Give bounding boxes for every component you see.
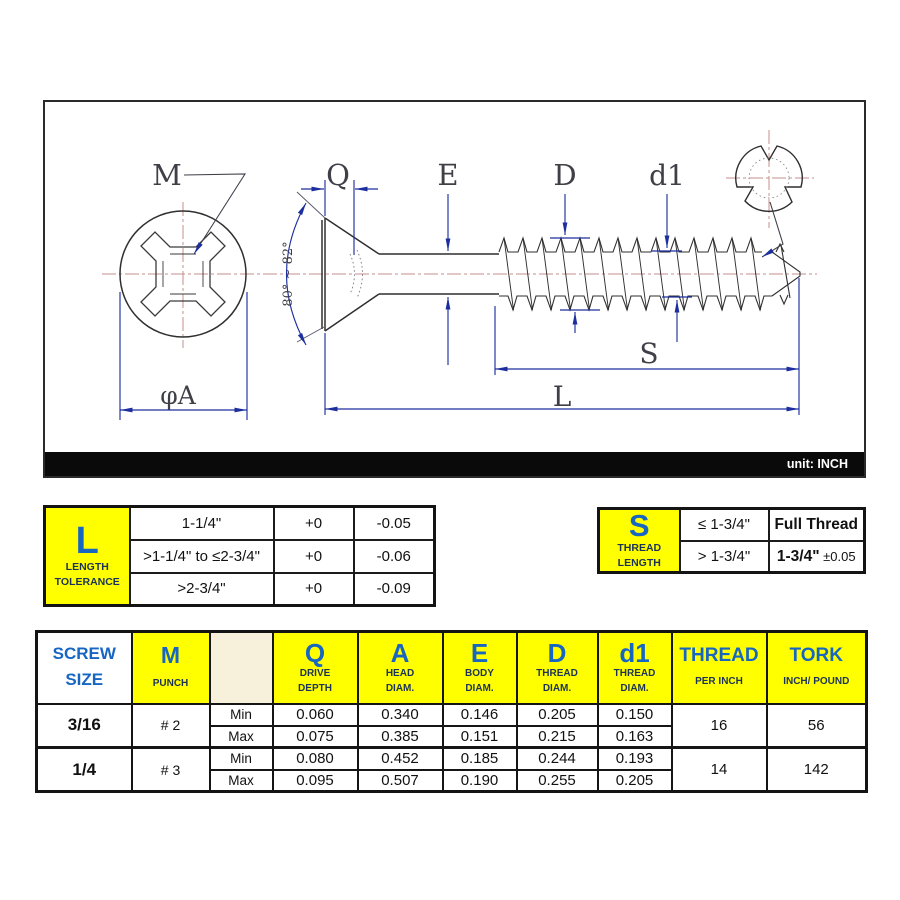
size-316: 3/16 bbox=[37, 704, 132, 748]
header-screw-size: SCREW SIZE bbox=[37, 632, 132, 704]
l-range-3: >2-3/4" bbox=[130, 573, 274, 606]
val-14-max-d: 0.255 bbox=[517, 770, 598, 792]
dim-d1 bbox=[652, 194, 692, 342]
tpi-316: 16 bbox=[672, 704, 767, 748]
min-label: Min bbox=[210, 748, 273, 770]
val-316-max-a: 0.385 bbox=[358, 726, 443, 748]
spec-table bbox=[35, 630, 868, 793]
val-316-min-e: 0.146 bbox=[443, 704, 517, 726]
header-e-body-diam: E BODY DIAM. bbox=[443, 632, 517, 704]
val-316-min-d: 0.205 bbox=[517, 704, 598, 726]
l-minus-1: -0.05 bbox=[354, 507, 435, 540]
l-table-key-cell bbox=[45, 507, 130, 606]
label-angle: 80° ~ 82° bbox=[281, 241, 296, 307]
unit-bar bbox=[45, 452, 864, 476]
val-316-max-d1: 0.163 bbox=[598, 726, 672, 748]
label-l: L bbox=[552, 380, 572, 413]
val-14-max-e: 0.190 bbox=[443, 770, 517, 792]
dim-d bbox=[550, 194, 600, 333]
l-label-1: LENGTH bbox=[65, 560, 109, 573]
val-14-max-d1: 0.205 bbox=[598, 770, 672, 792]
label-q: Q bbox=[326, 158, 350, 192]
val-316-min-a: 0.340 bbox=[358, 704, 443, 726]
header-a-head-diam: A HEAD DIAM. bbox=[358, 632, 443, 704]
l-plus-3: +0 bbox=[274, 573, 354, 606]
thread-length-table bbox=[597, 507, 866, 574]
s-label-1: THREAD bbox=[617, 542, 662, 554]
l-minus-3: -0.09 bbox=[354, 573, 435, 606]
label-d1: d1 bbox=[649, 159, 685, 192]
max-label: Max bbox=[210, 770, 273, 792]
val-14-min-d: 0.244 bbox=[517, 748, 598, 770]
s-value-1 bbox=[769, 509, 865, 541]
s-value-1-text: Full Thread bbox=[774, 515, 859, 533]
val-14-min-d1: 0.193 bbox=[598, 748, 672, 770]
min-label: Min bbox=[210, 704, 273, 726]
tork-14: 142 bbox=[767, 748, 867, 792]
max-label: Max bbox=[210, 726, 273, 748]
l-plus-1: +0 bbox=[274, 507, 354, 540]
header-empty bbox=[210, 632, 273, 704]
header-d1-thread-diam: d1 THREAD DIAM. bbox=[598, 632, 672, 704]
screw-drawing bbox=[45, 102, 864, 452]
l-range-1: 1-1/4" bbox=[130, 507, 274, 540]
val-316-max-d: 0.215 bbox=[517, 726, 598, 748]
s-value-2 bbox=[769, 541, 865, 573]
spec-header-row bbox=[37, 632, 867, 704]
size-14: 1/4 bbox=[37, 748, 132, 792]
val-14-max-a: 0.507 bbox=[358, 770, 443, 792]
tork-316: 56 bbox=[767, 704, 867, 748]
s-letter: S bbox=[628, 508, 650, 543]
s-range-1: ≤ 1-3/4" bbox=[680, 509, 769, 541]
header-q-drive-depth: Q DRIVE DEPTH bbox=[273, 632, 358, 704]
s-label-2: LENGTH bbox=[617, 557, 661, 570]
unit-label: unit: INCH bbox=[786, 457, 848, 471]
header-d-thread-diam: D THREAD DIAM. bbox=[517, 632, 598, 704]
label-e: E bbox=[437, 158, 459, 192]
l-plus-2: +0 bbox=[274, 540, 354, 573]
header-m-punch: M PUNCH bbox=[132, 632, 210, 704]
label-m: M bbox=[152, 158, 182, 192]
side-view-head bbox=[297, 192, 499, 342]
val-14-min-q: 0.080 bbox=[273, 748, 358, 770]
val-14-min-e: 0.185 bbox=[443, 748, 517, 770]
header-tork-inch-pound: TORK INCH/ POUND bbox=[767, 632, 867, 704]
length-tolerance-table bbox=[43, 505, 436, 607]
l-label-2: TOLERANCE bbox=[54, 576, 120, 588]
drawing-frame bbox=[43, 100, 866, 478]
l-range-2: >1-1/4" to ≤2-3/4" bbox=[130, 540, 274, 573]
val-316-max-e: 0.151 bbox=[443, 726, 517, 748]
header-thread-per-inch: THREAD PER INCH bbox=[672, 632, 767, 704]
m-leader bbox=[184, 174, 245, 254]
val-316-min-q: 0.060 bbox=[273, 704, 358, 726]
spec-row-14-min bbox=[37, 748, 867, 770]
l-minus-2: -0.06 bbox=[354, 540, 435, 573]
tpi-14: 14 bbox=[672, 748, 767, 792]
s-value-2-suffix: ±0.05 bbox=[819, 548, 856, 564]
s-range-2: > 1-3/4" bbox=[680, 541, 769, 573]
punch-316: # 2 bbox=[132, 704, 210, 748]
s-table-key-cell bbox=[599, 509, 680, 573]
l-letter: L bbox=[75, 519, 99, 562]
val-316-min-d1: 0.150 bbox=[598, 704, 672, 726]
label-d: D bbox=[553, 158, 577, 192]
label-phi-a: φA bbox=[160, 381, 196, 410]
s-value-2-text: 1-3/4" bbox=[776, 547, 820, 565]
centerlines bbox=[102, 130, 817, 348]
punch-14: # 3 bbox=[132, 748, 210, 792]
label-s: S bbox=[639, 337, 659, 370]
spec-row-316-min bbox=[37, 704, 867, 726]
val-14-max-q: 0.095 bbox=[273, 770, 358, 792]
val-316-max-q: 0.075 bbox=[273, 726, 358, 748]
val-14-min-a: 0.452 bbox=[358, 748, 443, 770]
